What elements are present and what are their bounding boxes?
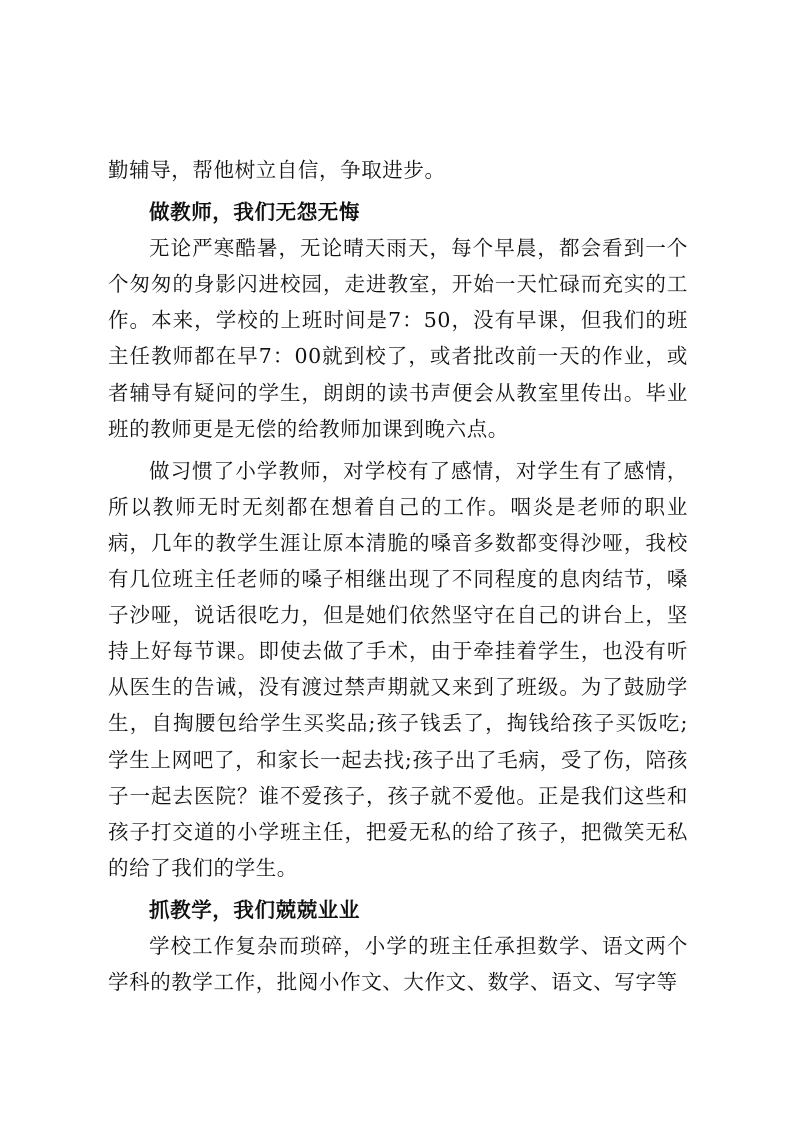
paragraph-morning-work: 无论严寒酷暑，无论晴天雨天，每个早晨，都会看到一个个匆匆的身影闪进校园，走进教室，开始一天忙碌而充实的工作。本来，学校的上班时间是7：50，没有早课，但我们的班主任教师都在早7：00就到校了，或者批改前一天的作业，或者辅导有疑问的学生，朗朗的读书声便会从教室里传出。毕业班的教师更是无偿的给教师加课到晚六点。	[108, 236, 688, 441]
paragraph-dedication: 做习惯了小学教师，对学校有了感情，对学生有了感情，所以教师无时无刻都在想着自己的工作。咽炎是老师的职业病，几年的教学生涯让原本清脆的嗓音多数都变得沙哑，我校有几位班主任老师的嗓子相继出现了不同程度的息肉结节，嗓子沙哑，说话很吃力，但是她们依然坚守在自己的讲台上，坚持上好每节课。即使去做了手术，由于牵挂着学生，也没有听从医生的告诫，没有渡过禁声期就又来到了班级。为了鼓励学生，自掏腰包给学生买奖品;孩子钱丢了，掏钱给孩子买饭吃;学生上网吧了，和家长一起去找;孩子出了毛病，受了伤，陪孩子一起去医院？谁不爱孩子，孩子就不爱他。正是我们这些和孩子打交道的小学班主任，把爱无私的给了孩子，把微笑无私的给了我们的学生。	[108, 458, 688, 880]
paragraph-workload: 学校工作复杂而琐碎，小学的班主任承担数学、语文两个学科的教学工作，批阅小作文、大作文、数学、语文、写字等	[108, 933, 688, 995]
section-heading-teaching: 抓教学，我们兢兢业业	[149, 897, 360, 922]
section-heading-teacher: 做教师，我们无怨无悔	[149, 200, 360, 225]
document-page	[108, 152, 688, 1000]
paragraph-continuation: 勤辅导，帮他树立自信，争取进步。	[108, 158, 446, 182]
